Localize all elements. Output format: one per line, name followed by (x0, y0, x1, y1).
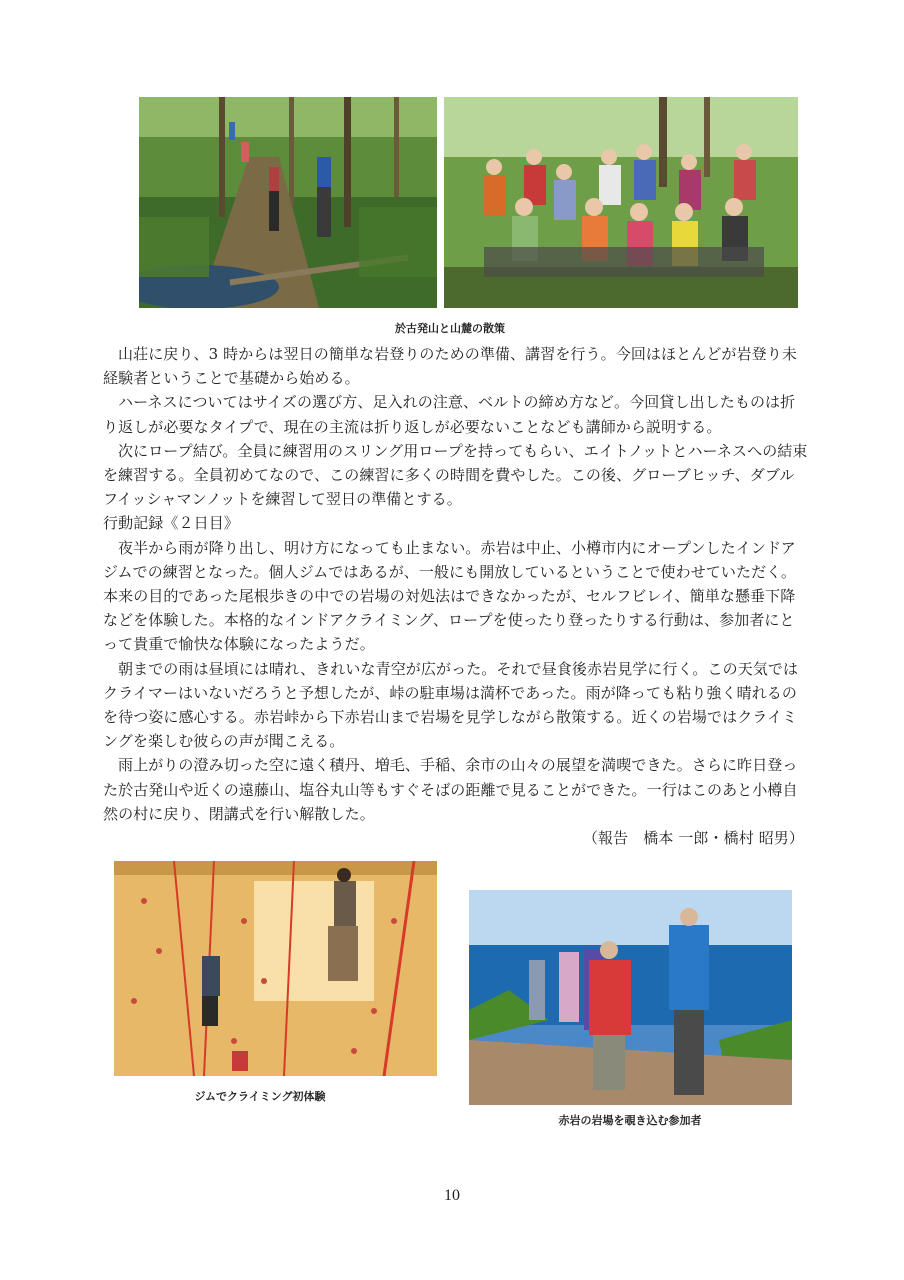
caption-bottom-right: 赤岩の岩場を覗き込む参加者 (558, 1114, 702, 1127)
forest-trail-hikers-photo (139, 97, 437, 308)
paragraph-6: 雨上がりの澄み切った空に遠く積丹、増毛、手稲、余市の山々の展望を満喫できた。さらに昨日登った於古発山や近くの遠藤山、塩谷丸山等もすぐそばの距離で見ることができた。一行はこのあと小樽自然の村に戻り、閉講式を行い解散した。 (103, 756, 798, 823)
caption-bottom-left: ジムでクライミング初体験 (194, 1090, 326, 1103)
paragraph-1: 山荘に戻り、3 時からは翌日の簡単な岩登りのための準備、講習を行う。今回はほとんどが岩登り未経験者ということで基礎から始める。 (103, 345, 797, 388)
page-number: 10 (444, 1187, 460, 1204)
paragraph-3: 次にロープ結び。全員に練習用のスリング用ロープを持ってもらい、エイトノットとハーネスへの結束を練習する。全員初めてなので、この練習に多くの時間を費やした。この後、グローブヒッチ、ダブルフイッシャマンノットを練習して翌日の準備とする。 (103, 441, 808, 509)
climbing-gym-photo (114, 861, 437, 1076)
report-signature: （報告 橋本 一郎・橋村 昭男） (582, 829, 804, 848)
caption-top: 於古発山と山麓の散策 (395, 322, 505, 335)
paragraph-5: 朝までの雨は昼頃には晴れ、きれいな青空が広がった。それで昼食後赤岩見学に行く。この天気ではクライマーはいないだろうと予想したが、峠の駐車場は満杯であった。雨が降っても粘り強く晴れるのを待つ姿に感心する。赤岩峠から下赤岩山まで岩場を見学しながら散策する。近くの岩場ではクライミングを楽しむ彼らの声が聞こえる。 (103, 659, 799, 751)
group-photo (444, 97, 798, 308)
paragraph-4: 夜半から雨が降り出し、明け方になっても止まない。赤岩は中止、小樽市内にオープンしたインドアジムでの練習となった。個人ジムではあるが、一般にも開放しているということで使わせていただく。本来の目的であった尾根歩きの中での岩場の対処法はできなかったが、セルフビレイ、簡単な懸垂下降などを体験した。本格的なインドアクライミング、ロープを使ったり登ったりする行動は、参加者にとって貴重で愉快な体験になったようだ。 (103, 538, 797, 654)
article-body (103, 342, 808, 850)
sea-cliff-photo (469, 890, 792, 1105)
paragraph-2: ハーネスについてはサイズの選び方、足入れの注意、ベルトの締め方など。今回貸し出したものは折り返しが必要なタイプで、現在の主流は折り返しが必要ないことなども講師から説明する。 (103, 393, 796, 436)
section-heading: 行動記録《２日目》 (103, 514, 239, 533)
